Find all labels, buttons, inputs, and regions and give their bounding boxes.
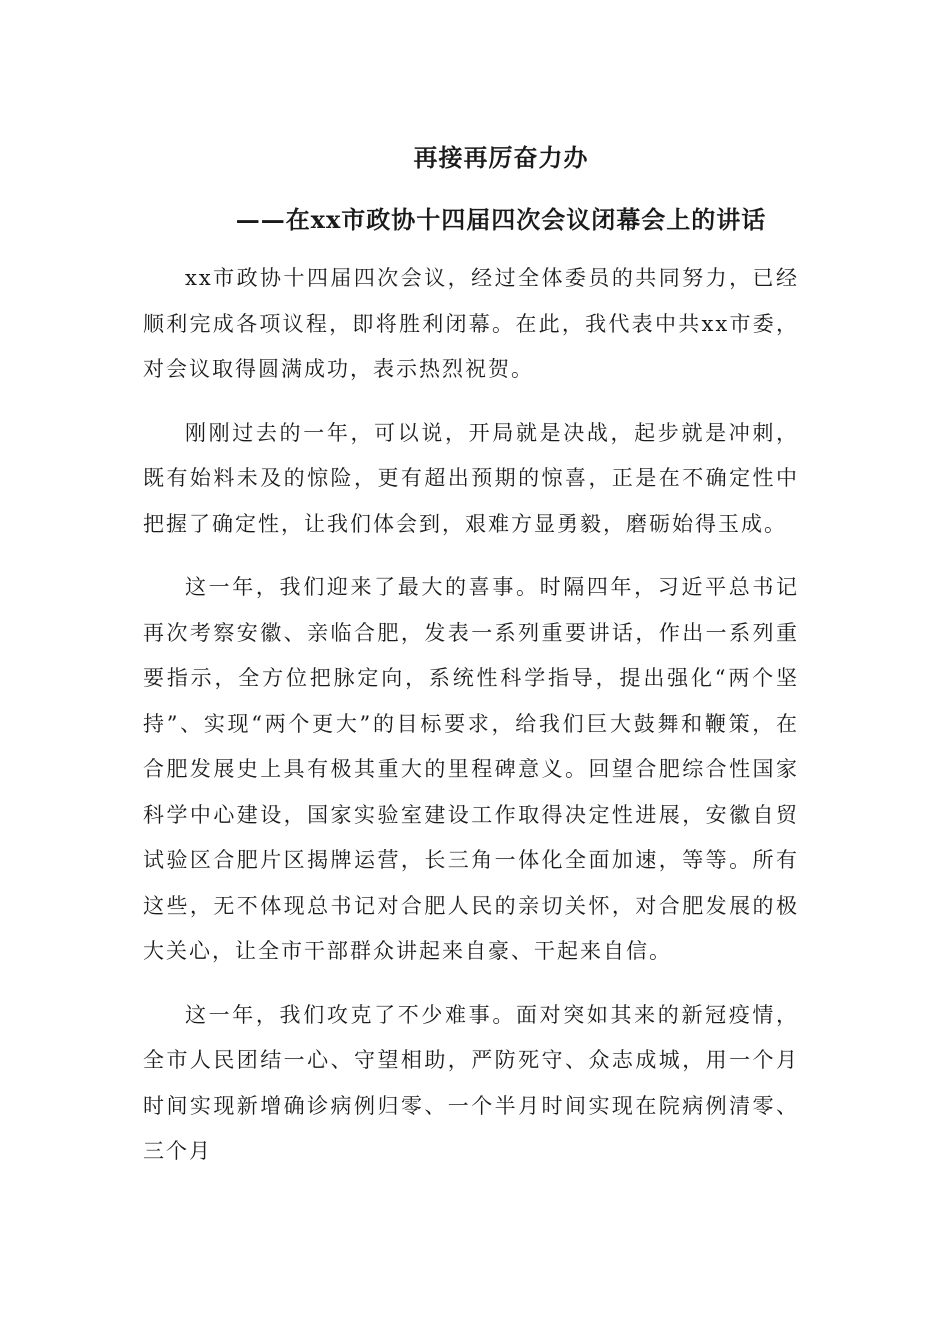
paragraph: xx市政协十四届四次会议，经过全体委员的共同努力，已经顺利完成各项议程，即将胜利闭幕。在此，我代表中共xx市委，对会议取得圆满成功，表示热烈祝贺。: [143, 266, 799, 381]
paragraph: 这一年，我们攻克了不少难事。面对突如其来的新冠疫情，全市人民团结一心、守望相助，严防死守、众志成城，用一个月时间实现新增确诊病例归零、一个半月时间实现在院病例清零、三个月: [143, 1002, 799, 1163]
document-body: [143, 256, 799, 1193]
paragraph: 刚刚过去的一年，可以说，开局就是决战，起步就是冲刺，既有始料未及的惊险，更有超出预期的惊喜，正是在不确定性中把握了确定性，让我们体会到，艰难方显勇毅，磨砺始得玉成。: [143, 420, 799, 536]
document-subtitle: ——在xx市政协十四届四次会议闭幕会上的讲话: [235, 205, 767, 234]
paragraph: 这一年，我们迎来了最大的喜事。时隔四年，习近平总书记再次考察安徽、亲临合肥，发表一系列重要讲话，作出一系列重要指示，全方位把脉定向，系统性科学指导，提出强化“两个坚持”、实现“两个更大”的目标要求，给我们巨大鼓舞和鞭策，在合肥发展史上具有极其重大的里程碑意义。回望合肥综合性国家科学中心建设，国家实验室建设工作取得决定性进展，安徽自贸试验区合肥片区揭牌运营，长三角一体化全面加速，等等。所有这些，无不体现总书记对合肥人民的亲切关怀，对合肥发展的极大关心，让全市干部群众讲起来自豪、干起来自信。: [143, 575, 799, 963]
document-title: 再接再厉奋力办: [413, 143, 589, 172]
